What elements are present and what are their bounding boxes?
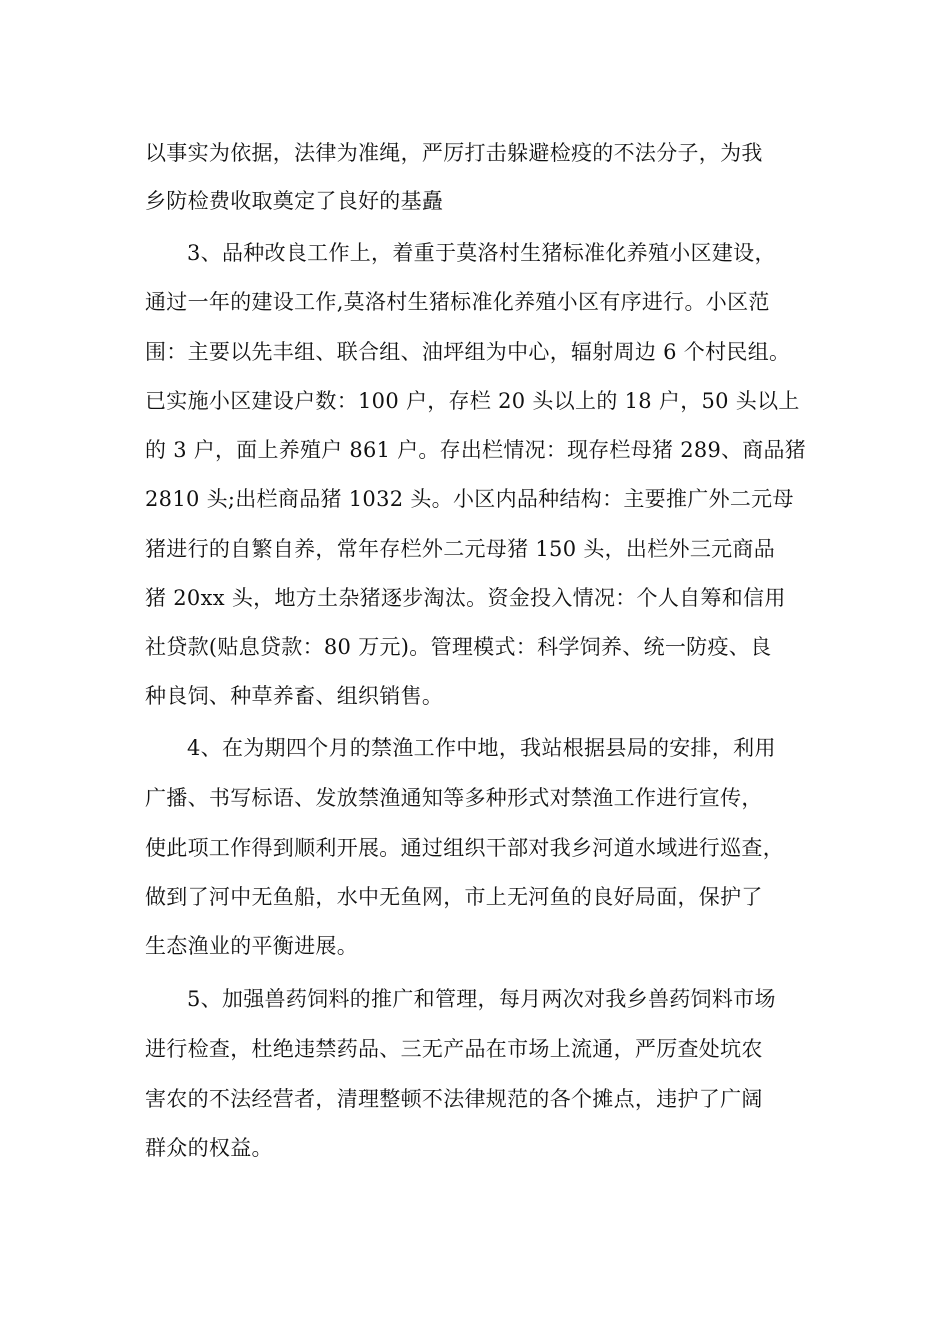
text-line-9: 猪进行的自繁自养，常年存栏外二元母猪 150 头，出栏外三元商品 <box>145 537 776 561</box>
text-line-2: 乡防检费收取奠定了良好的基矗 <box>145 189 444 213</box>
text-line-15: 使此项工作得到顺利开展。通过组织干部对我乡河道水域进行巡查， <box>145 836 784 860</box>
text-line-10: 猪 20xx 头，地方土杂猪逐步淘汰。资金投入情况：个人自筹和信用 <box>145 586 786 610</box>
text-line-18: 5、加强兽药饲料的推广和管理，每月两次对我乡兽药饲料市场 <box>187 987 776 1011</box>
text-line-21: 群众的权益。 <box>145 1136 273 1160</box>
text-line-19: 进行检查，杜绝违禁药品、三无产品在市场上流通，严厉查处坑农 <box>145 1037 763 1061</box>
text-line-4: 通过一年的建设工作,莫洛村生猪标准化养殖小区有序进行。小区范 <box>145 290 770 314</box>
text-line-8: 2810 头;出栏商品猪 1032 头。小区内品种结构：主要推广外二元母 <box>145 487 794 511</box>
text-line-5: 围：主要以先丰组、联合组、油坪组为中心，辐射周边 6 个村民组。 <box>145 340 791 364</box>
text-line-12: 种良饲、种草养畜、组织销售。 <box>145 684 444 708</box>
text-line-3: 3、品种改良工作上，着重于莫洛村生猪标准化养殖小区建设， <box>187 241 776 265</box>
text-line-1: 以事实为依据，法律为准绳，严厉打击躲避检疫的不法分子，为我 <box>145 141 763 165</box>
text-line-17: 生态渔业的平衡进展。 <box>145 934 358 958</box>
text-line-11: 社贷款(贴息贷款：80 万元)。管理模式：科学饲养、统一防疫、良 <box>145 635 772 659</box>
text-line-20: 害农的不法经营者，清理整顿不法律规范的各个摊点，违护了广阔 <box>145 1087 763 1111</box>
text-line-6: 已实施小区建设户数：100 户，存栏 20 头以上的 18 户，50 头以上 <box>145 389 800 413</box>
text-line-13: 4、在为期四个月的禁渔工作中地，我站根据县局的安排，利用 <box>187 736 776 760</box>
text-line-14: 广播、书写标语、发放禁渔通知等多种形式对禁渔工作进行宣传， <box>145 786 763 810</box>
text-line-7: 的 3 户，面上养殖户 861 户。存出栏情况：现存栏母猪 289、商品猪 <box>145 438 807 462</box>
text-line-16: 做到了河中无鱼船，水中无鱼网，市上无河鱼的良好局面，保护了 <box>145 885 763 909</box>
